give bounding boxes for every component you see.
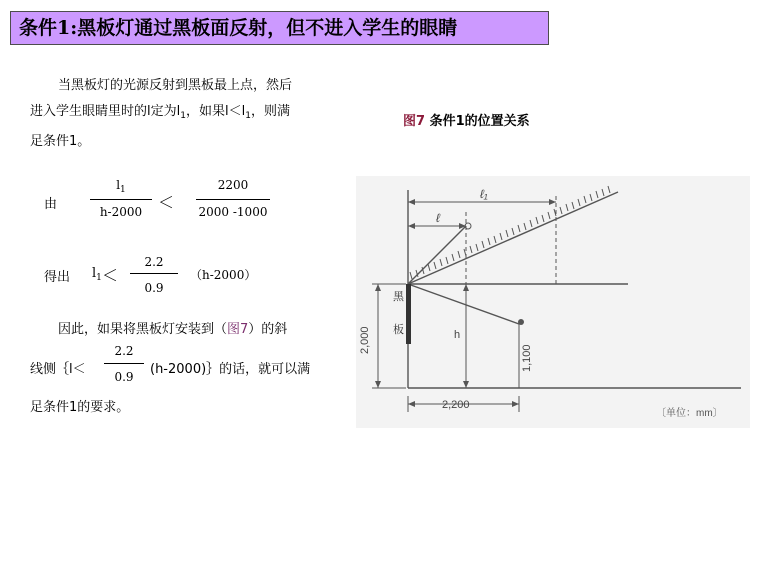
label-1100: 1,100	[521, 344, 533, 372]
intro-paragraph	[30, 73, 292, 155]
eq2-variable: $l_1$	[92, 266, 102, 283]
conclusion-numerator: 2.2	[114, 344, 134, 358]
subscript: 1	[180, 111, 186, 121]
label-h: h	[454, 329, 461, 341]
label-2000: 2,000	[359, 326, 371, 354]
label-board-2: 板	[393, 324, 404, 336]
eq2-lead: 得出	[44, 270, 71, 285]
eq1-left-denominator: h-2000	[99, 205, 143, 219]
blackboard-rect	[406, 284, 411, 344]
eq1-left-numerator: $l_1$	[116, 178, 126, 195]
eq1-right-denominator: 2000 -1000	[198, 205, 268, 219]
label-board-1: 黑	[393, 291, 404, 303]
figure-reference-link[interactable]: 图7	[227, 322, 249, 337]
conclusion-fraction-bar	[104, 363, 144, 364]
intro-line-1: 当黑板灯的光源反射到黑板最上点，然后	[58, 78, 293, 93]
label-unit: 〔单位：mm〕	[656, 408, 723, 419]
conclusion-line-3: 足条件1的要求。	[30, 400, 130, 415]
conclusion-denominator: 0.9	[114, 370, 134, 384]
slide-title: 条件1:黑板灯通过黑板面反射，但不进入学生的眼睛	[10, 11, 549, 45]
figure-number: 图7	[403, 114, 426, 129]
eq2-numerator: 2.2	[144, 255, 164, 269]
eq1-right-numerator: 2200	[217, 178, 249, 192]
figure-title: 条件1的位置关系	[429, 114, 530, 129]
intro-line-2: 进入学生眼睛里时的l定为$l_1$，如果$l<l_1$，则满	[30, 104, 290, 121]
eq2-fraction-bar	[130, 273, 178, 274]
eq2-denominator: 0.9	[144, 281, 164, 295]
conclusion-line-2a: 线侧｛l＜	[30, 362, 86, 377]
eye-icon	[518, 319, 524, 325]
eq1-less-than: ＜	[158, 193, 175, 212]
slope-hatching	[410, 186, 610, 279]
eq1-lead: 由	[44, 197, 58, 212]
conclusion-line-1: 因此，如果将黑板灯安装到（图7）的斜	[58, 322, 288, 337]
eq2-tail: （h-2000）	[190, 268, 257, 282]
label-2200: 2,200	[442, 399, 470, 411]
subscript: 1	[245, 111, 251, 121]
label-l1: ℓ₁	[480, 187, 488, 201]
position-diagram	[356, 176, 750, 428]
eq1-right-fraction-bar	[196, 199, 270, 200]
incident-line	[408, 226, 466, 284]
eq2-less-than: ＜	[102, 266, 119, 285]
figure-caption	[403, 110, 530, 129]
slope-line	[408, 192, 618, 284]
eq1-left-fraction-bar	[90, 199, 152, 200]
position-diagram-svg	[356, 176, 750, 428]
intro-line-3: 足条件1。	[30, 134, 91, 149]
conclusion-line-2b: (h-2000)｝的话，就可以满	[150, 362, 311, 377]
label-l: ℓ	[436, 211, 440, 225]
